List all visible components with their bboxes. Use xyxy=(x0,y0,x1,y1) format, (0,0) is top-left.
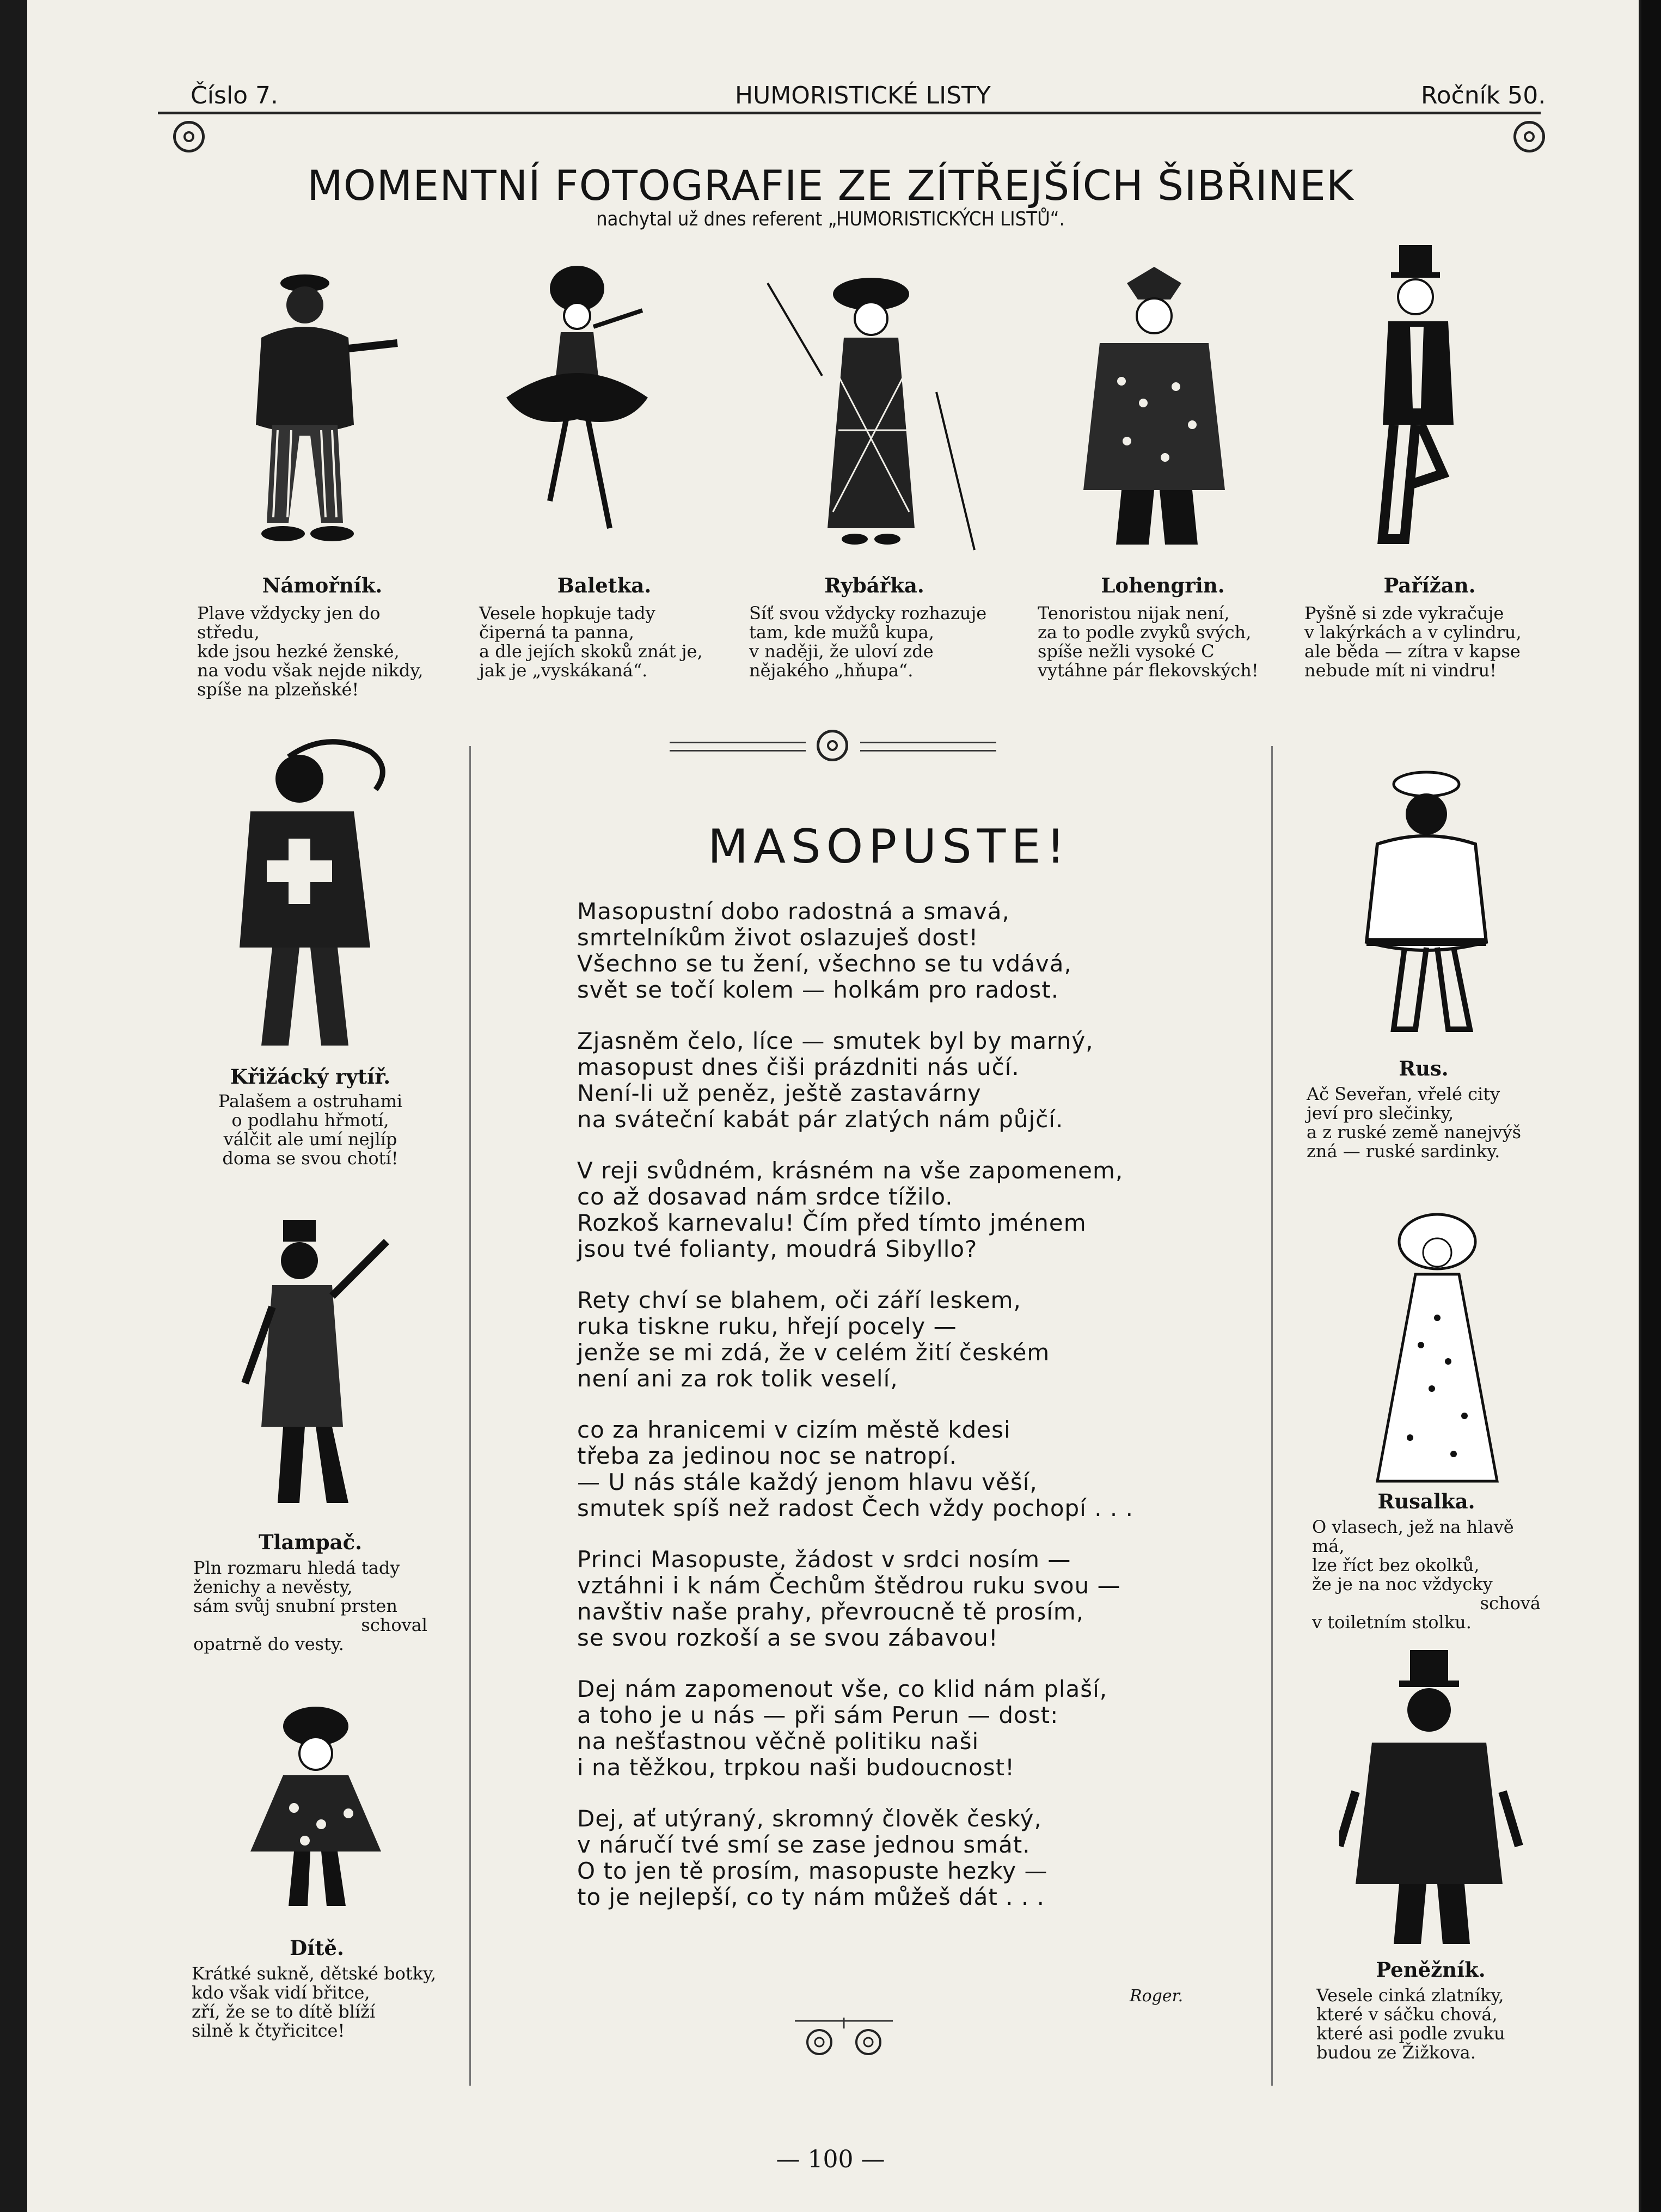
caption-line: v toiletním stolku. xyxy=(1312,1612,1472,1633)
caption-line: Síť svou vždycky rozhazuje xyxy=(749,603,987,624)
caption-line: a z ruské země nanejvýš xyxy=(1307,1122,1522,1142)
poem-line: v náručí tvé smí se zase jednou smát. xyxy=(577,1831,1031,1858)
poem-line: Rety chví se blahem, oči září leskem, xyxy=(577,1287,1021,1313)
poem-stanza xyxy=(577,899,1187,1003)
caption-line: sám svůj snubní prsten xyxy=(193,1596,397,1616)
poem-line: Masopustní dobo radostná a smavá, xyxy=(577,898,1010,925)
caption-loudspeaker xyxy=(193,1530,427,1654)
poem-line: Zjasněm čelo, líce — smutek byl by marný, xyxy=(577,1028,1094,1054)
caption-line: Pyšně si zde vykračuje xyxy=(1304,603,1504,624)
caption-line: schoval xyxy=(361,1615,427,1635)
russian-illustration xyxy=(1345,762,1519,1046)
caption-line: Ač Seveřan, vřelé city xyxy=(1307,1084,1500,1104)
poem-line: ruka tiskne ruku, hřejí pocely — xyxy=(577,1313,957,1340)
poem-stanza xyxy=(577,1287,1187,1392)
caption-lohengrin xyxy=(1038,573,1288,681)
poem-stanza xyxy=(577,1547,1187,1651)
caption-line: že je na noc vždycky xyxy=(1312,1574,1493,1594)
issue-number: Číslo 7. xyxy=(191,82,278,109)
poem-line: jsou tvé folianty, moudrá Sibyllo? xyxy=(577,1236,978,1262)
caption-line: o podlahu hřmotí, xyxy=(231,1110,389,1131)
volume-number: Ročník 50. xyxy=(1421,82,1546,109)
sailor-illustration xyxy=(223,261,419,555)
caption-line: lze říct bez okolků, xyxy=(1312,1555,1480,1575)
caption-title: Dítě. xyxy=(290,1936,344,1960)
caption-sailor xyxy=(197,573,448,700)
caption-line: v naději, že uloví zde xyxy=(749,641,934,662)
poem-line: Princi Masopuste, žádost v srdci nosím — xyxy=(577,1546,1071,1573)
caption-financier xyxy=(1316,1960,1545,2062)
caption-line: ženichy a nevěsty, xyxy=(193,1576,353,1597)
poem-line: navštiv naše prahy, převroucně tě prosím, xyxy=(577,1598,1084,1625)
poem-line: na nešťastnou věčně politiku naši xyxy=(577,1728,979,1755)
poem-author: Roger. xyxy=(1130,1987,1184,2006)
poem-stanza xyxy=(577,1158,1187,1262)
caption-fisherwoman xyxy=(749,573,1000,681)
caption-ballerina xyxy=(479,573,730,681)
poem-body xyxy=(577,899,1187,1935)
caption-title: Rusalka. xyxy=(1377,1489,1475,1513)
caption-line: zná — ruské sardinky. xyxy=(1307,1141,1500,1162)
ornament-icon xyxy=(817,730,848,761)
caption-line: spíše nežli vysoké C xyxy=(1038,641,1215,662)
caption-title: Baletka. xyxy=(557,573,652,597)
caption-title: Rus. xyxy=(1399,1056,1449,1080)
poem-line: V reji svůdném, krásném na vše zapomenem, xyxy=(577,1157,1124,1184)
caption-parisian xyxy=(1304,573,1555,681)
caption-line: doma se svou chotí! xyxy=(222,1148,399,1169)
caption-title: Křižácký rytíř. xyxy=(230,1065,391,1089)
column-rule-right xyxy=(1271,746,1273,2086)
caption-line: Krátké sukně, dětské botky, xyxy=(192,1963,437,1984)
caption-line: nebude mít ni vindru! xyxy=(1304,660,1497,681)
caption-line: vytáhne pár flekovských! xyxy=(1038,660,1259,681)
ornament-icon xyxy=(1513,121,1545,152)
caption-line: válčit ale umí nejlíp xyxy=(223,1129,397,1150)
separator-line xyxy=(860,742,996,751)
fisherwoman-illustration xyxy=(757,267,985,561)
caption-line: O vlasech, jež na hlavě má, xyxy=(1312,1517,1514,1556)
caption-mermaid xyxy=(1312,1489,1541,1633)
poem-line: Rozkoš karnevalu! Čím před tímto jménem xyxy=(577,1209,1087,1236)
caption-line: jeví pro slečinky, xyxy=(1307,1103,1454,1123)
lohengrin-illustration xyxy=(1067,261,1241,566)
caption-line: zří, že se to dítě blíží xyxy=(192,2001,376,2022)
scan-edge xyxy=(1641,0,1661,2212)
poem-line: třeba za jedinou noc se natropí. xyxy=(577,1443,958,1469)
caption-line: opatrně do vesty. xyxy=(193,1634,344,1654)
caption-child xyxy=(192,1936,442,2041)
poem-line: co až dosavad nám srdce tížilo. xyxy=(577,1183,953,1210)
caption-line: Vesele hopkuje tady xyxy=(479,603,655,624)
page-number: — 100 — xyxy=(776,2146,885,2173)
ornament-icon xyxy=(173,121,205,152)
poem-line: O to jen tě prosím, masopuste hezky — xyxy=(577,1857,1048,1884)
page-title: MOMENTNÍ FOTOGRAFIE ZE ZÍTŘEJŠÍCH ŠIBŘINEK xyxy=(307,161,1354,210)
poem-stanza xyxy=(577,1028,1187,1133)
caption-russian xyxy=(1307,1056,1541,1162)
financier-illustration xyxy=(1339,1650,1524,1955)
caption-line: Palašem a ostruhami xyxy=(218,1091,403,1111)
child-illustration xyxy=(218,1699,414,1928)
header-rule xyxy=(158,112,1541,114)
caption-title: Peněžník. xyxy=(1376,1958,1486,1982)
poem-line: svět se točí kolem — holkám pro radost. xyxy=(577,976,1059,1003)
caption-line: které asi podle zvuku xyxy=(1316,2023,1505,2044)
journal-name: HUMORISTICKÉ LISTY xyxy=(735,82,991,109)
caption-line: za to podle zvyků svých, xyxy=(1038,622,1252,643)
caption-title: Pařížan. xyxy=(1383,573,1476,597)
poem-stanza xyxy=(577,1676,1187,1781)
caption-line: v lakýrkách a v cylindru, xyxy=(1304,622,1522,643)
column-rule-left xyxy=(469,746,471,2086)
poem-line: není ani za rok tolik veselí, xyxy=(577,1365,898,1392)
ballerina-illustration xyxy=(485,256,664,561)
caption-line: spíše na plzeňské! xyxy=(197,679,359,700)
caption-line: budou ze Žižkova. xyxy=(1316,2042,1476,2063)
caption-line: kde jsou hezké ženské, xyxy=(197,641,400,662)
poem-line: — U nás stále každý jenom hlavu věší, xyxy=(577,1469,1038,1495)
caption-line: na vodu však nejde nikdy, xyxy=(197,660,424,681)
caption-title: Námořník. xyxy=(262,573,383,597)
poem-title: MASOPUSTE! xyxy=(708,820,1071,874)
caption-line: silně k čtyřicitce! xyxy=(192,2020,345,2041)
caption-line: Tenoristou nijak není, xyxy=(1038,603,1230,624)
poem-line: co za hranicemi v cizím městě kdesi xyxy=(577,1416,1011,1443)
caption-line: Pln rozmaru hledá tady xyxy=(193,1557,400,1578)
separator-line xyxy=(670,742,806,751)
caption-line: tam, kde mužů kupa, xyxy=(749,622,934,643)
caption-title: Rybářka. xyxy=(824,573,924,597)
poem-line: Není-li už peněz, ještě zastavárny xyxy=(577,1080,982,1107)
poem-line: Dej, ať utýraný, skromný člověk český, xyxy=(577,1805,1042,1832)
mermaid-illustration xyxy=(1356,1209,1519,1503)
poem-stanza xyxy=(577,1417,1187,1521)
caption-line: nějakého „hňupa“. xyxy=(749,660,914,681)
poem-line: masopust dnes čiši prázdniti nás učí. xyxy=(577,1054,1020,1080)
poem-line: i na těžkou, trpkou naši budoucnost! xyxy=(577,1754,1015,1781)
caption-line: které v sáčku chová, xyxy=(1316,2004,1498,2025)
caption-line: schová xyxy=(1480,1593,1541,1614)
caption-line: čiperná ta panna, xyxy=(479,622,634,643)
caption-line: kdo však vidí břitce, xyxy=(192,1982,370,2003)
caption-title: Tlampač. xyxy=(259,1530,362,1554)
poem-line: vztáhni i k nám Čechům štědrou ruku svou — xyxy=(577,1572,1121,1599)
parisian-illustration xyxy=(1328,245,1503,561)
ornament-icon xyxy=(795,2018,893,2061)
poem-line: se svou rozkoší a se svou zábavou! xyxy=(577,1624,998,1651)
crusader-illustration xyxy=(207,719,414,1067)
poem-line: Dej nám zapomenout vše, co klid nám plaší, xyxy=(577,1676,1108,1702)
poem-line: smutek spíš než radost Čech vždy pochopí . . . xyxy=(577,1495,1133,1521)
caption-crusader xyxy=(201,1067,419,1168)
poem-line: jenže se mi zdá, že v celém žití českém xyxy=(577,1339,1050,1366)
caption-line: Vesele cinká zlatníky, xyxy=(1316,1985,1504,2006)
poem-stanza xyxy=(577,1806,1187,1910)
caption-line: a dle jejích skoků znát je, xyxy=(479,641,703,662)
page-subtitle: nachytal už dnes referent „HUMORISTICKÝCH LISTŮ“. xyxy=(596,208,1065,230)
caption-line: ale běda — zítra v kapse xyxy=(1304,641,1521,662)
poem-line: na sváteční kabát pár zlatých nám půjčí. xyxy=(577,1106,1064,1133)
loudspeaker-illustration xyxy=(234,1220,397,1525)
caption-title: Lohengrin. xyxy=(1101,573,1225,597)
poem-line: smrtelníkům život oslazuješ dost! xyxy=(577,924,979,951)
caption-line: Plave vždycky jen do středu, xyxy=(197,603,381,643)
poem-line: a toho je u nás — při sám Perun — dost: xyxy=(577,1702,1059,1728)
poem-line: Všechno se tu žení, všechno se tu vdává, xyxy=(577,950,1072,977)
poem-line: to je nejlepší, co ty nám můžeš dát . . . xyxy=(577,1884,1045,1910)
caption-line: jak je „vyskákaná“. xyxy=(479,660,648,681)
